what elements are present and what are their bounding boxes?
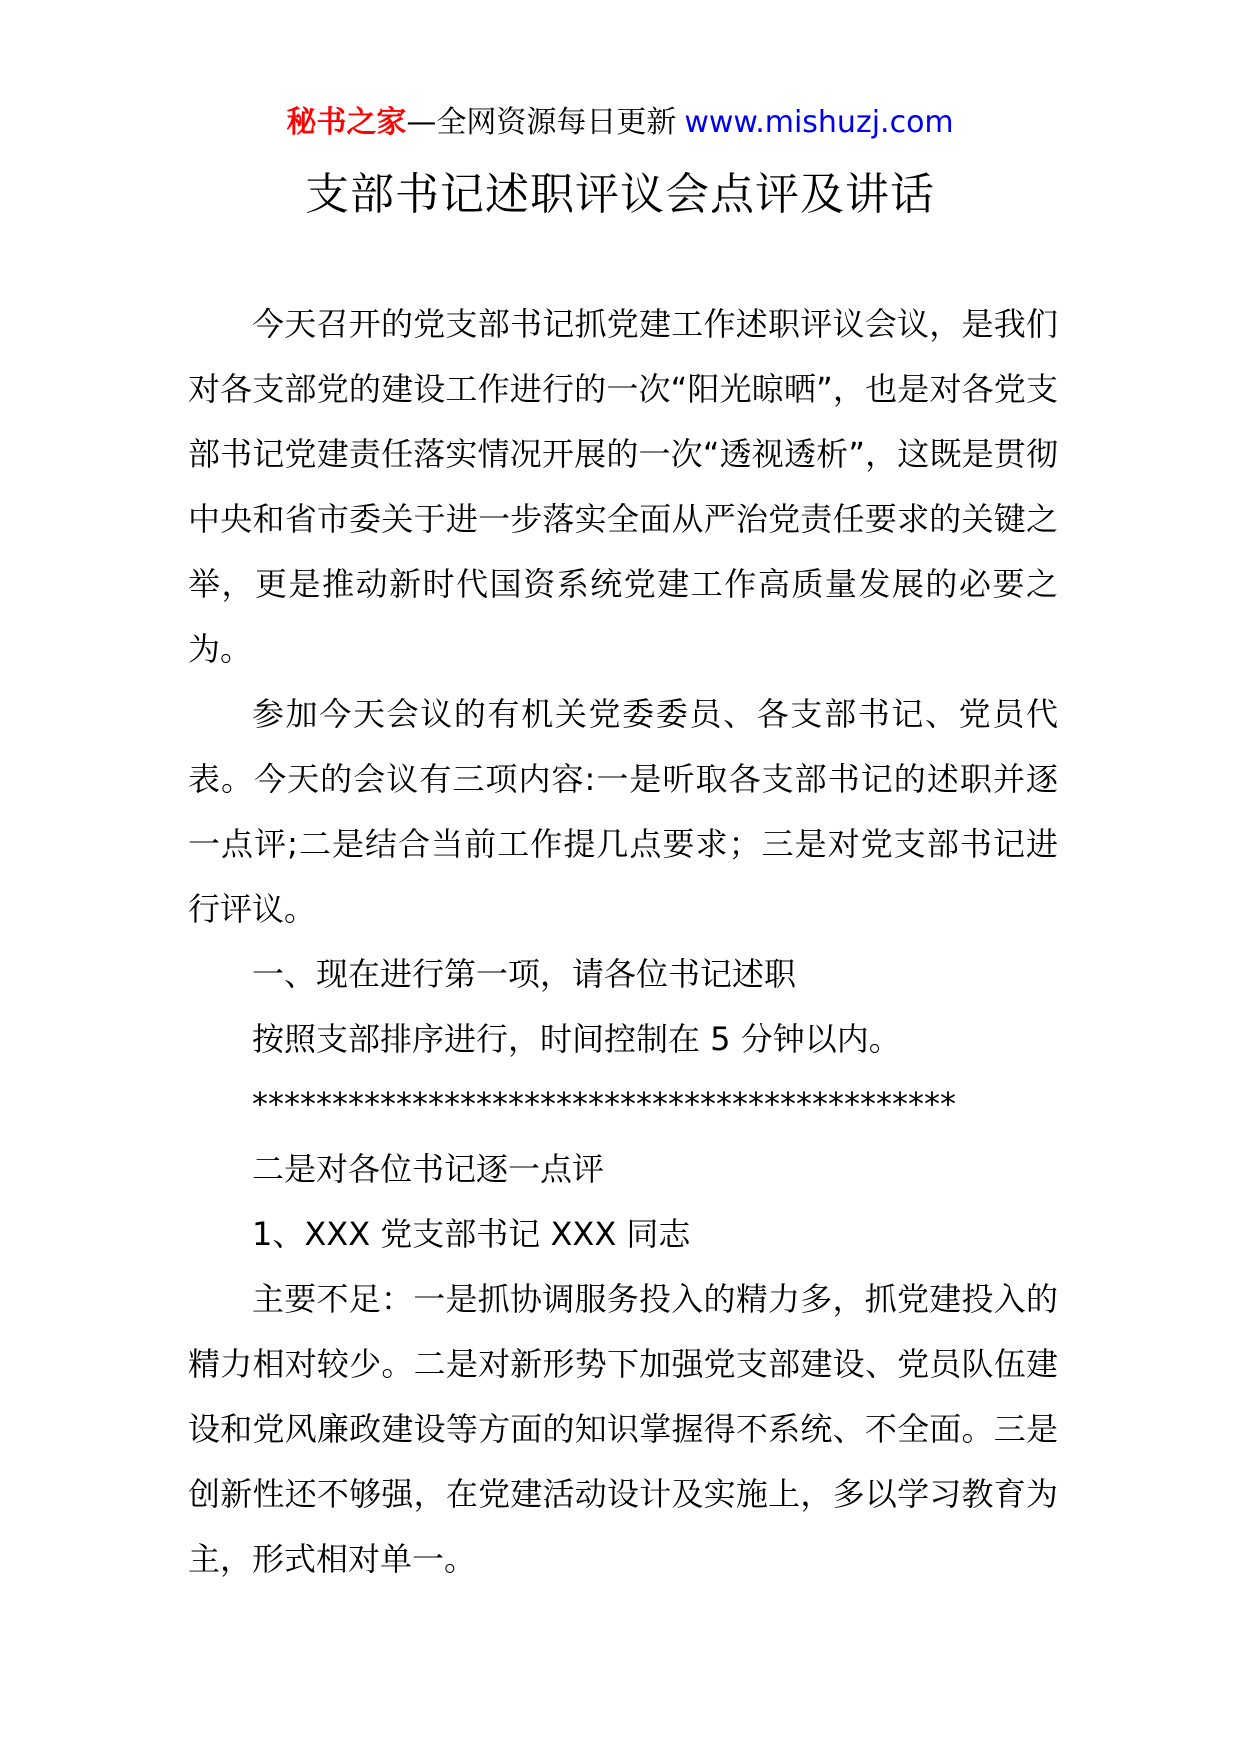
document-title: 支部书记述职评议会点评及讲话 [305,169,935,220]
site-url-link[interactable]: www.mishuzj.com [684,105,954,140]
section-heading-one: 一、现在进行第一项，请各位书记述职 [252,955,797,993]
document-body [188,292,1058,1592]
site-banner [0,100,1240,146]
paragraph-attendees: 参加今天会议的有机关党委委员、各支部书记、党员代表。今天的会议有三项内容:一是听取各支部书记的述职并逐一点评;二是结合当前工作提几点要求；三是对党支部书记进行评议。 [188,695,1058,928]
banner-tagline: —全网资源每日更新 [406,105,677,140]
section-heading-two: 二是对各位书记逐一点评 [252,1150,605,1188]
paragraph-order: 按照支部排序进行，时间控制在 5 分钟以内。 [252,1020,901,1058]
brand-name: 秘书之家 [286,105,407,140]
separator-line: ******************************************** [252,1085,956,1123]
paragraph-shortcomings: 主要不足：一是抓协调服务投入的精力多，抓党建投入的精力相对较少。二是对新形势下加强党支部建设、党员队伍建设和党风廉政建设等方面的知识掌握得不系统、不全面。三是创新性还不够强，在党建活动设计及实施上，多以学习教育为主，形式相对单一。 [188,1280,1058,1578]
paragraph-intro: 今天召开的党支部书记抓党建工作述职评议会议，是我们对各支部党的建设工作进行的一次“阳光晾晒”，也是对各党支部书记党建责任落实情况开展的一次“透视透析”，这既是贯彻中央和省市委关于进一步落实全面从严治党责任要求的关键之举，更是推动新时代国资系统党建工作高质量发展的必要之为。 [188,305,1058,668]
secretary-heading: 1、XXX 党支部书记 XXX 同志 [252,1215,691,1253]
